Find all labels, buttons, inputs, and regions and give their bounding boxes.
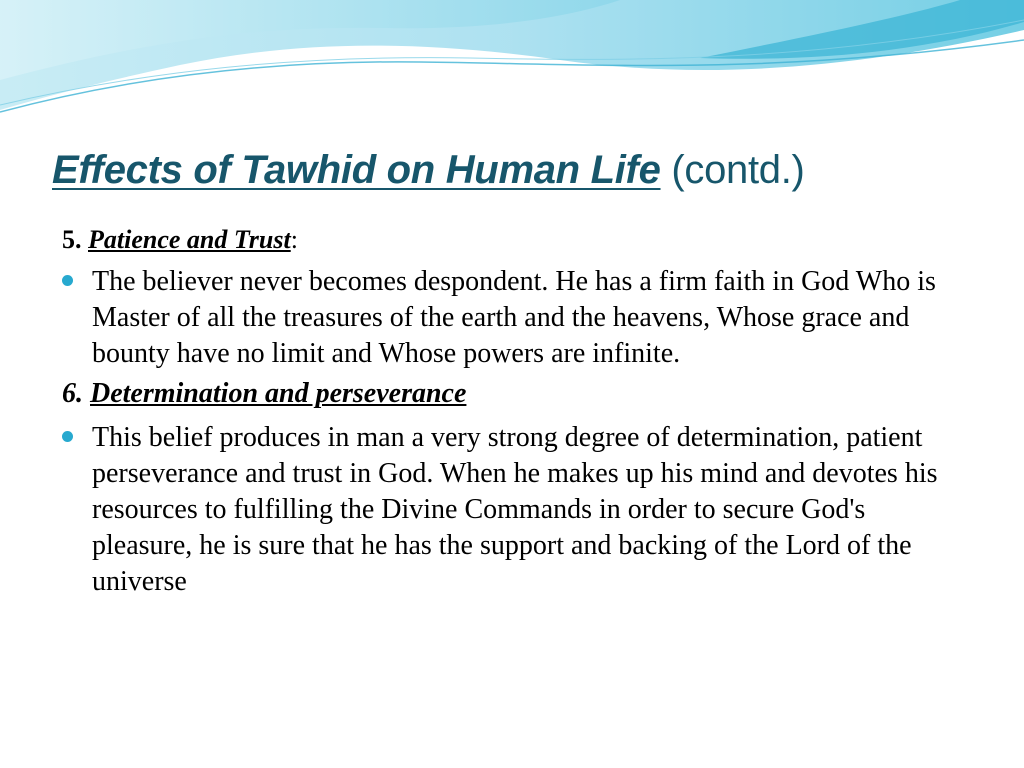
slide-body — [62, 222, 962, 604]
title-suffix: (contd.) — [671, 148, 805, 192]
bullet-icon — [62, 431, 73, 442]
section-5-title: Patience and Trust — [88, 225, 291, 254]
section-6-title: Determination and perseverance — [90, 378, 467, 409]
section-5-bullet-text: The believer never becomes despondent. He has a firm faith in God Who is Master of all the treasures of the earth and the heavens, Whose grace and bounty have no limit and Whose powers are infinite. — [92, 266, 936, 369]
section-5-colon: : — [290, 225, 298, 254]
title-main: Effects of Tawhid on Human Life — [52, 148, 661, 192]
section-5-number: 5. — [62, 225, 82, 254]
section-6-heading — [62, 376, 962, 412]
bullet-icon — [62, 275, 73, 286]
section-6-bullet — [62, 420, 962, 600]
header-wave-decoration — [0, 0, 1024, 130]
section-5-heading — [62, 222, 962, 258]
section-5-bullet — [62, 264, 962, 372]
section-6-number: 6. — [62, 378, 83, 409]
slide-title — [52, 148, 805, 193]
section-6-bullet-text: This belief produces in man a very strong degree of determination, patient perseverance and trust in God. When he makes up his mind and devotes his resources to fulfilling the Divine Commands in order to secure God's pleasure, he is sure that he has the support and backing of the Lord of the universe — [92, 422, 938, 597]
